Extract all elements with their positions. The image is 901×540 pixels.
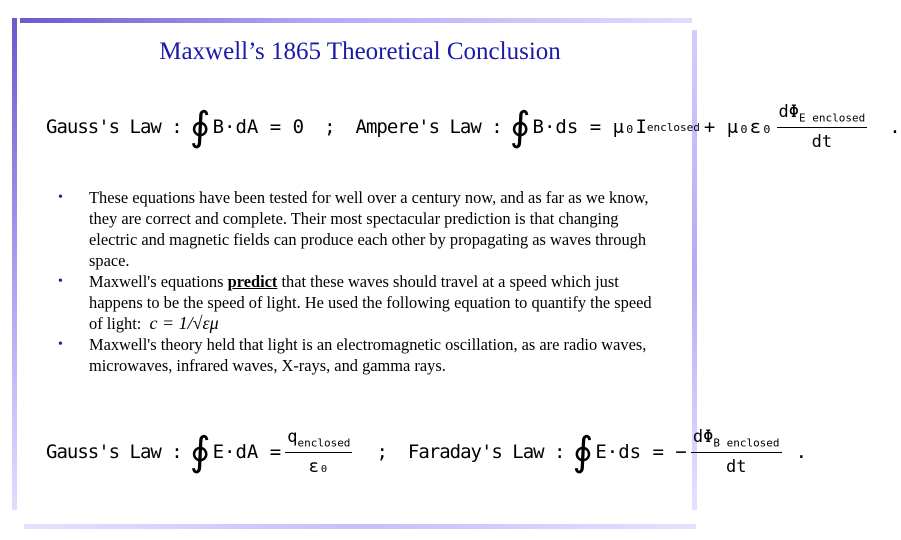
speed-of-light-formula: c = 1/√εμ <box>149 313 219 333</box>
contour-integral-symbol: ∮ <box>572 429 594 475</box>
contour-integral-symbol: ∮ <box>189 104 211 150</box>
gauss-e-integrand: E·dA = <box>212 441 282 463</box>
bullet-text: that these waves should travel at a speed which just happens to be the speed of light. He used the following equation to quantify the speed of light: <box>89 272 652 333</box>
bullet-marker: • <box>58 274 63 289</box>
bullet-list <box>58 187 668 376</box>
bullet-text: Maxwell's theory held that light is an electromagnetic oscillation, as are radio waves, microwaves, infrared waves, X-rays, and gamma rays. <box>89 335 647 375</box>
separator: ; <box>376 441 388 463</box>
gauss-e-frac-den: ε₀ <box>308 456 330 477</box>
contour-integral-symbol: ∮ <box>509 104 531 150</box>
ampere-subscript: enclosed <box>646 120 700 134</box>
frame-left-bar <box>12 18 17 510</box>
gauss-b-integrand: B·dA = 0 <box>212 116 305 138</box>
faraday-frac-num: dΦ <box>692 427 714 448</box>
gauss-e-frac-num: q <box>287 427 298 448</box>
bullet-item <box>58 334 668 376</box>
ampere-label: Ampere's Law : <box>355 116 502 138</box>
gauss-e-frac-num-sub: enclosed <box>297 436 351 450</box>
bullet-text: Maxwell's equations <box>89 272 228 291</box>
faraday-frac-num-sub: B enclosed <box>713 436 780 450</box>
ampere-frac-num: dΦ <box>778 102 800 123</box>
bullet-marker: • <box>58 337 63 352</box>
bullet-marker: • <box>58 190 63 205</box>
frame-top-bar <box>20 18 692 23</box>
bullet-text: These equations have been tested for well over a century now, and as far as we know, they are correct and complete. Their most spectacular prediction is that changing electric and magnetic fields can produce each other by propagating as waves through space. <box>89 188 649 270</box>
equation-row-top <box>46 92 901 162</box>
faraday-integrand: E·ds = − <box>595 441 687 463</box>
gauss-e-label: Gauss's Law : <box>46 441 182 463</box>
bullet-item <box>58 187 668 271</box>
bullet-item <box>58 271 668 334</box>
ampere-frac-den: dt <box>811 131 833 152</box>
ampere-plus-term: + μ₀ε₀ <box>703 116 773 138</box>
underlined-word: predict <box>227 272 278 291</box>
faraday-fraction <box>691 427 782 476</box>
frame-bottom-bar <box>24 524 696 529</box>
equation-row-bottom <box>46 412 807 492</box>
slide-title: Maxwell’s 1865 Theoretical Conclusion <box>159 38 561 65</box>
gauss-e-fraction <box>285 427 352 476</box>
gauss-b-label: Gauss's Law : <box>46 116 182 138</box>
ampere-fraction <box>777 102 868 151</box>
faraday-frac-den: dt <box>725 456 747 477</box>
contour-integral-symbol: ∮ <box>189 429 211 475</box>
ampere-integrand: B·ds = μ₀I <box>532 116 647 138</box>
separator: ; <box>324 116 336 138</box>
equation-end: . <box>889 116 901 138</box>
ampere-frac-num-sub: E enclosed <box>799 111 866 125</box>
faraday-label: Faraday's Law : <box>407 441 565 463</box>
equation-end: . <box>795 441 808 463</box>
